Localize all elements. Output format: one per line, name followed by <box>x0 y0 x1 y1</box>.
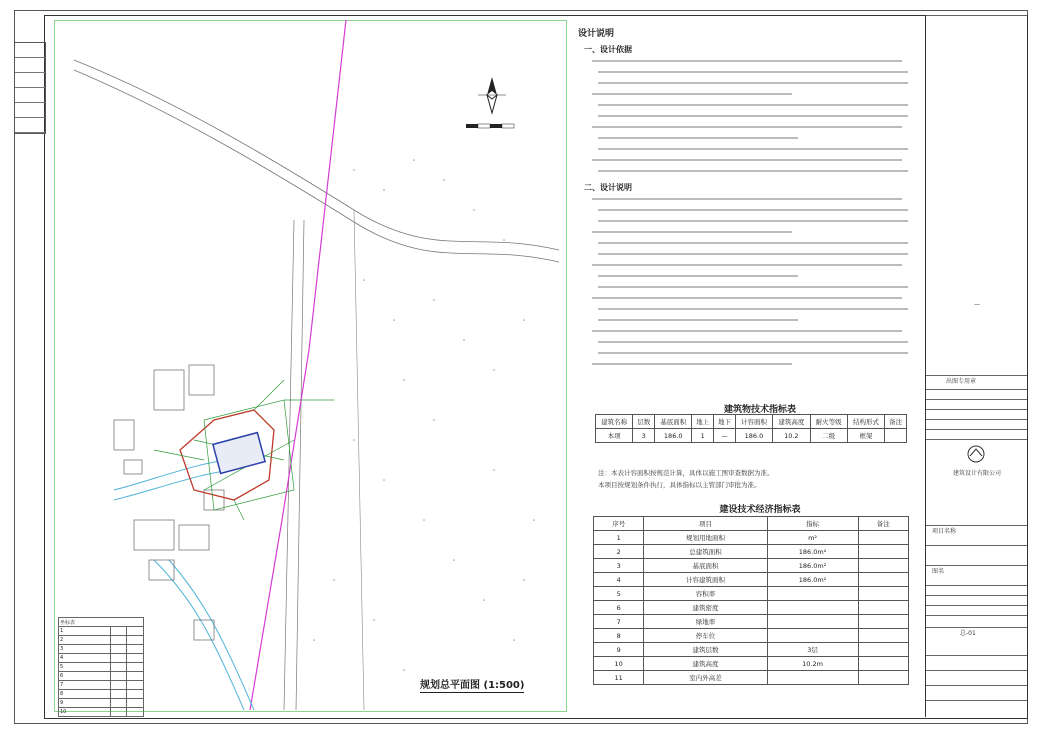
table-cell: 室内外高差 <box>644 671 767 685</box>
table-cell: m² <box>767 531 858 545</box>
note-line <box>598 319 798 321</box>
table-cell: 计容建筑面积 <box>644 573 767 587</box>
notes-title: 设计说明 <box>578 29 615 39</box>
table-cell: 4 <box>59 654 111 663</box>
table-cell <box>127 636 144 645</box>
table-cell <box>858 601 908 615</box>
table-cell: 1 <box>59 627 111 636</box>
note-line <box>598 352 908 354</box>
table-cell <box>110 672 127 681</box>
note-line <box>598 275 798 277</box>
table-cell: 186.0 <box>735 429 772 443</box>
table-cell <box>858 643 908 657</box>
table-row <box>59 708 144 717</box>
table-cell: 本项 <box>596 429 633 443</box>
table-row <box>594 559 909 573</box>
company-logo-icon <box>966 444 986 464</box>
terrain-dots <box>313 159 535 671</box>
table-cell <box>127 681 144 690</box>
table-row <box>59 690 144 699</box>
table-row <box>594 545 909 559</box>
coordinate-table-title: 坐标表 <box>59 618 144 627</box>
table-cell: 6 <box>59 672 111 681</box>
table-cell <box>858 671 908 685</box>
table-cell: 层数 <box>633 415 655 429</box>
table-row <box>59 681 144 690</box>
note-line <box>592 297 902 299</box>
table-cell <box>110 699 127 708</box>
table-cell <box>127 627 144 636</box>
site-plan <box>54 20 565 710</box>
table-cell: 3 <box>59 645 111 654</box>
coordinate-table <box>58 617 144 717</box>
table-row <box>59 636 144 645</box>
table-cell: 项目 <box>644 517 767 531</box>
table-row <box>594 587 909 601</box>
table-cell: 186.0m² <box>767 545 858 559</box>
table-cell <box>110 681 127 690</box>
table-cell: 8 <box>59 690 111 699</box>
table-row <box>594 531 909 545</box>
revision-strip <box>14 42 46 134</box>
table-row <box>59 627 144 636</box>
company-name: 建筑设计有限公司 <box>952 470 1001 477</box>
drawing-number: 总-01 <box>960 630 976 637</box>
plan-scale-value: 1:500 <box>488 680 520 691</box>
note-line <box>592 264 902 266</box>
table-cell <box>127 663 144 672</box>
table-cell: 10 <box>59 708 111 717</box>
note-line <box>598 242 908 244</box>
table-cell <box>858 573 908 587</box>
section-design-basis: 一、设计依据 <box>584 45 632 54</box>
table-cell <box>127 690 144 699</box>
table-cell: 耐火等级 <box>810 415 847 429</box>
building-footprint <box>213 433 265 474</box>
table-cell: 结构形式 <box>847 415 884 429</box>
table-row <box>594 517 909 531</box>
note-line <box>592 330 902 332</box>
table-cell <box>858 657 908 671</box>
table-row <box>596 429 907 443</box>
table-cell <box>767 629 858 643</box>
table-cell: 5 <box>59 663 111 672</box>
table-cell <box>110 627 127 636</box>
table-cell <box>767 601 858 615</box>
note-line <box>598 253 908 255</box>
table-cell <box>110 663 127 672</box>
table-cell: 地下 <box>714 415 736 429</box>
table-cell: 186.0 <box>655 429 692 443</box>
table-row <box>594 601 909 615</box>
scale-bar-icon <box>466 124 514 128</box>
table-cell: 建筑密度 <box>644 601 767 615</box>
table-row <box>594 615 909 629</box>
note-line <box>598 220 908 222</box>
table-cell: 绿地率 <box>644 615 767 629</box>
table-cell: 9 <box>594 643 644 657</box>
title-block <box>925 15 1027 717</box>
table-cell: 备注 <box>885 415 907 429</box>
table-cell: 框架 <box>847 429 884 443</box>
table-cell: — <box>714 429 736 443</box>
stamp-label: 出图专用章 <box>946 378 977 385</box>
table-cell <box>858 545 908 559</box>
building-index-table <box>595 414 907 443</box>
table-cell <box>110 708 127 717</box>
table-row <box>59 672 144 681</box>
table-cell <box>127 672 144 681</box>
table-cell <box>127 654 144 663</box>
table-cell: 3 <box>594 559 644 573</box>
note-line <box>598 71 908 73</box>
table-row <box>59 645 144 654</box>
table-cell <box>858 587 908 601</box>
table-cell: 1 <box>692 429 714 443</box>
table-row <box>594 671 909 685</box>
note-line <box>598 286 908 288</box>
note-line <box>598 104 908 106</box>
table-cell <box>767 615 858 629</box>
table-cell <box>885 429 907 443</box>
table-row <box>59 699 144 708</box>
table-row <box>596 415 907 429</box>
table-cell: 指标 <box>767 517 858 531</box>
table-cell: 计容面积 <box>735 415 772 429</box>
note-line <box>598 209 908 211</box>
note-line <box>598 148 908 150</box>
note-line <box>598 115 908 117</box>
table-cell: 7 <box>594 615 644 629</box>
economic-index-table <box>593 516 909 685</box>
table-cell: 6 <box>594 601 644 615</box>
table-cell <box>110 654 127 663</box>
table-cell <box>110 636 127 645</box>
table-cell: 总建筑面积 <box>644 545 767 559</box>
plan-scale: (1:500) <box>483 680 525 691</box>
table-row <box>594 643 909 657</box>
section-design-notes: 二、设计说明 <box>584 183 632 192</box>
design-statement: — <box>974 301 980 308</box>
table-cell: 容积率 <box>644 587 767 601</box>
table-cell: 3 <box>633 429 655 443</box>
table-cell: 7 <box>59 681 111 690</box>
note-line <box>592 231 792 233</box>
note-line <box>598 170 908 172</box>
table-cell: 5 <box>594 587 644 601</box>
table-cell: 地上 <box>692 415 714 429</box>
north-arrow-icon <box>478 77 506 113</box>
table-cell: 9 <box>59 699 111 708</box>
note-line <box>598 308 908 310</box>
table-cell <box>127 699 144 708</box>
note-line <box>598 341 908 343</box>
plan-title <box>420 676 524 693</box>
table-cell: 停车位 <box>644 629 767 643</box>
note-line <box>592 363 792 365</box>
table-cell: 二级 <box>810 429 847 443</box>
table-cell: 建筑高度 <box>644 657 767 671</box>
table-cell: 1 <box>594 531 644 545</box>
table-row <box>59 663 144 672</box>
note-line <box>598 82 908 84</box>
table-cell: 4 <box>594 573 644 587</box>
note-line <box>592 60 902 62</box>
table-cell: 10 <box>594 657 644 671</box>
table-cell: 规划用地面积 <box>644 531 767 545</box>
table-cell: 186.0m² <box>767 559 858 573</box>
table-cell: 基底面积 <box>644 559 767 573</box>
table-row <box>594 657 909 671</box>
table-cell <box>858 615 908 629</box>
table-cell: 建筑名称 <box>596 415 633 429</box>
table1-note-1: 注：本表计容面积按规范计算，具体以施工图审查数据为准。 <box>598 469 774 477</box>
table-cell: 11 <box>594 671 644 685</box>
table-cell: 建筑高度 <box>773 415 810 429</box>
table-cell: 10.2m <box>767 657 858 671</box>
note-line <box>592 126 902 128</box>
table-cell: 3层 <box>767 643 858 657</box>
table-cell <box>110 690 127 699</box>
table-cell <box>858 559 908 573</box>
table1-note-2: 本项目按规划条件执行，具体指标以主管部门审批为准。 <box>598 481 761 489</box>
table-row <box>594 629 909 643</box>
project-label: 项目名称 <box>932 528 957 535</box>
table-cell <box>110 645 127 654</box>
river <box>114 460 234 500</box>
table-row <box>59 654 144 663</box>
table-cell: 186.0m² <box>767 573 858 587</box>
table-cell: 2 <box>594 545 644 559</box>
note-line <box>592 93 792 95</box>
table-cell: 备注 <box>858 517 908 531</box>
drawing-label: 图名 <box>932 568 945 575</box>
table-cell: 序号 <box>594 517 644 531</box>
note-line <box>592 159 902 161</box>
table-row <box>594 573 909 587</box>
table-cell <box>858 629 908 643</box>
note-line <box>592 198 902 200</box>
economic-index-table-title: 建设技术经济指标表 <box>719 505 801 515</box>
table-cell <box>767 587 858 601</box>
table-cell <box>858 531 908 545</box>
table-cell: 10.2 <box>773 429 810 443</box>
table-cell <box>767 671 858 685</box>
table-cell: 基底面积 <box>655 415 692 429</box>
note-line <box>598 137 798 139</box>
table-cell: 建筑层数 <box>644 643 767 657</box>
table-cell: 2 <box>59 636 111 645</box>
table-cell <box>127 708 144 717</box>
table-cell <box>127 645 144 654</box>
table-cell: 8 <box>594 629 644 643</box>
plan-title-text: 规划总平面图 <box>420 680 480 691</box>
building-index-table-title: 建筑物技术指标表 <box>723 405 796 415</box>
